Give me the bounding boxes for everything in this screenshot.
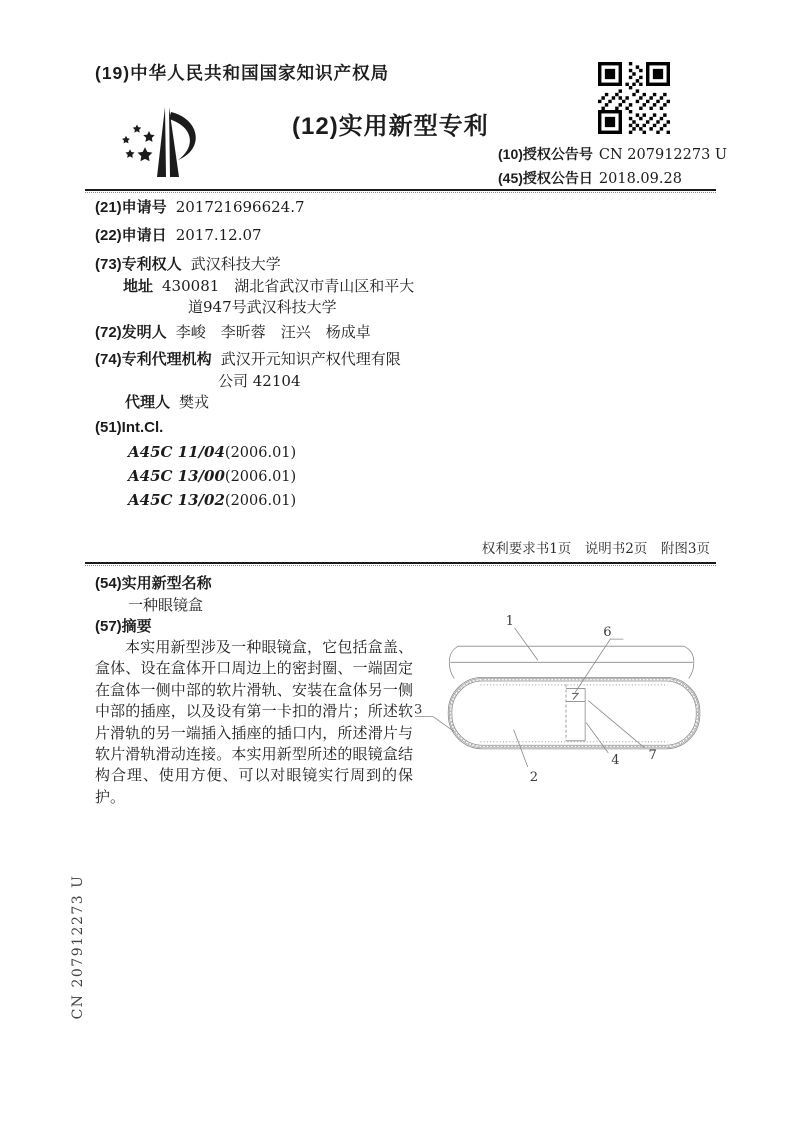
application-date-row — [95, 224, 262, 245]
ipc-code: A45C 13/00 — [128, 467, 225, 485]
ipc-version: (2006.01) — [224, 493, 297, 509]
address-line1: 430081 湖北省武汉市青山区和平大 — [162, 277, 415, 295]
inventors-label: (72)发明人 — [95, 324, 167, 341]
application-date-label: (22)申请日 — [95, 227, 167, 244]
publication-number-row — [498, 144, 727, 164]
abstract-section-label: (57)摘要 — [95, 618, 152, 635]
address-line2: 道947号武汉科技大学 — [188, 298, 337, 316]
figure-label-6: 6 — [603, 625, 612, 641]
agent-row — [125, 391, 209, 412]
inventors-row — [95, 321, 371, 342]
abstract-text: 本实用新型涉及一种眼镜盒，它包括盒盖、盒体、设在盒体开口周边上的密封圈、一端固定在盒体一侧中部的软片滑轨、安装在盒体另一侧中部的插座，以及设有第一卡扣的滑片；所述软片滑轨的另一端插入插座的插口内，所述滑片与软片滑轨滑动连接。本实用新型所述的眼镜盒结构合理、使用方便、可以对眼镜实行周到的保护。 — [95, 638, 413, 806]
patentee-value: 武汉科技大学 — [190, 255, 281, 273]
figure-drawing — [408, 598, 720, 793]
qr-code-icon — [598, 62, 670, 134]
publication-date-value: 2018.09.28 — [598, 171, 682, 187]
figure-label-2: 2 — [529, 770, 539, 786]
publication-number-value: CN 207912273 U — [598, 147, 728, 163]
agency-row-2 — [218, 370, 301, 391]
ipc-label: (51)Int.Cl. — [95, 419, 164, 436]
figure-label-3: 3 — [414, 702, 423, 718]
address-row-2 — [188, 296, 337, 317]
agent-value: 樊戎 — [179, 393, 210, 411]
agent-label: 代理人 — [125, 394, 171, 411]
ipc-code: A45C 11/04 — [128, 443, 225, 461]
document-type-title: (12)实用新型专利 — [292, 113, 489, 140]
patentee-label: (73)专利权人 — [95, 256, 182, 273]
ipc-version: (2006.01) — [224, 445, 297, 461]
ipc-version: (2006.01) — [224, 469, 297, 485]
ipc-entry — [128, 491, 296, 509]
agency-row — [95, 348, 401, 369]
ipc-entry — [128, 467, 296, 485]
application-date-value: 2017.12.07 — [175, 226, 262, 244]
title-section-label: (54)实用新型名称 — [95, 575, 212, 592]
figure-label-1: 1 — [505, 614, 514, 630]
ipc-code: A45C 13/02 — [128, 491, 225, 509]
side-publication-number: CN 207912273 U — [70, 874, 86, 1020]
agency-line2: 公司 42104 — [218, 372, 301, 390]
publication-number-label: (10)授权公告号 — [498, 146, 593, 162]
inventors-value: 李峻 李昕蓉 汪兴 杨成卓 — [175, 323, 371, 341]
publication-date-label: (45)授权公告日 — [498, 170, 593, 186]
application-number-label: (21)申请号 — [95, 199, 167, 216]
figure-label-4: 4 — [611, 752, 620, 768]
agency-line1: 武汉开元知识产权代理有限 — [220, 350, 401, 368]
application-number-row — [95, 196, 305, 217]
address-row — [123, 275, 414, 296]
patentee-row — [95, 253, 281, 274]
invention-title: 一种眼镜盒 — [128, 596, 204, 614]
issuing-office-title: (19)中华人民共和国国家知识产权局 — [95, 63, 390, 83]
ipc-row — [95, 419, 163, 436]
application-number-value: 201721696624.7 — [175, 198, 305, 216]
pages-info: 权利要求书1页 说明书2页 附图3页 — [481, 541, 710, 557]
cnipa-logo-icon — [112, 97, 222, 183]
header-divider-dotted — [85, 192, 716, 193]
agency-label: (74)专利代理机构 — [95, 351, 212, 368]
address-label: 地址 — [123, 278, 154, 295]
publication-date-row — [498, 168, 682, 188]
ipc-entry — [128, 443, 296, 461]
figure-label-7: 7 — [648, 747, 657, 763]
section-divider-dotted — [85, 565, 716, 566]
